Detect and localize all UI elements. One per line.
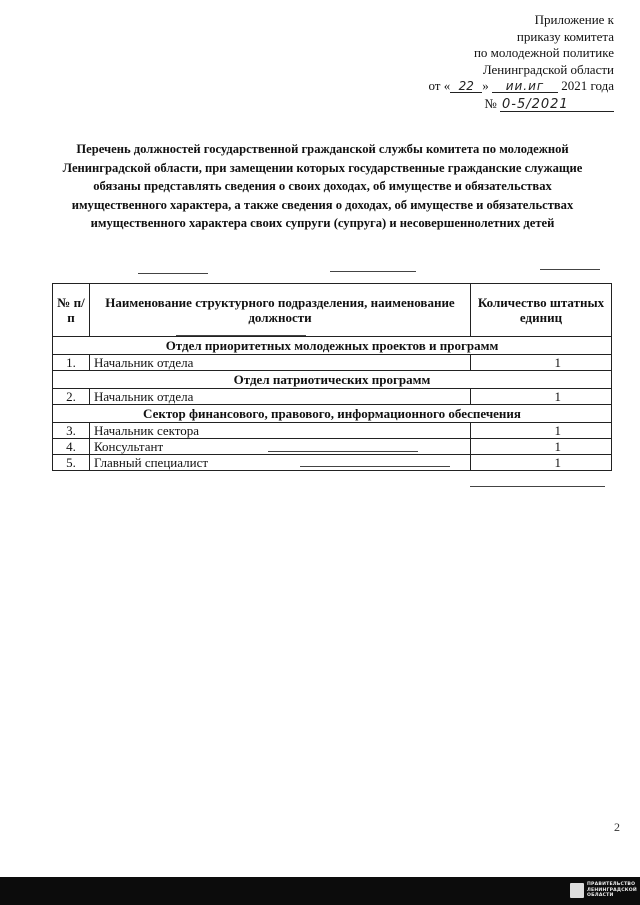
- appendix-line: Ленинградской области: [482, 61, 614, 77]
- scan-footer-bar: [0, 877, 640, 905]
- column-header-count: Количество штатных единиц: [471, 284, 612, 337]
- row-number: 4.: [53, 439, 90, 455]
- table-row: [53, 423, 612, 439]
- positions-table: [52, 283, 612, 471]
- scan-artifact-line: [138, 273, 208, 274]
- logo-text-line: ПРАВИТЕЛЬСТВО: [587, 882, 636, 887]
- coat-of-arms-icon: [570, 883, 584, 898]
- column-header-number: № п/п: [53, 284, 90, 337]
- scan-artifact-line: [300, 466, 450, 467]
- row-position: Начальник сектора: [90, 423, 471, 439]
- row-count: 1: [471, 455, 612, 471]
- appendix-line: приказу комитета: [516, 28, 614, 44]
- section-row: [53, 337, 612, 355]
- appendix-line: Приложение к: [534, 12, 614, 27]
- government-logo: [570, 881, 637, 901]
- row-number: 2.: [53, 389, 90, 405]
- logo-text: [587, 882, 637, 899]
- section-title: Сектор финансового, правового, информационного обеспечения: [53, 405, 612, 423]
- row-position: Начальник отдела: [90, 355, 471, 371]
- document-title: Перечень должностей государственной гражданской службы комитета по молодежной Ленинградской области, при замещении которых государственные гражданские служащие обязаны представлять сведения о своих доходах, об имуществе и обязательствах имущественного характера, а также сведения о доходах, об имуществе и обязательствах имущественного характера своих супруги (супруга) и несовершеннолетних детей: [62, 142, 583, 230]
- section-title: Отдел приоритетных молодежных проектов и программ: [53, 337, 612, 355]
- logo-text-line: ОБЛАСТИ: [587, 893, 614, 899]
- section-row: [53, 405, 612, 423]
- order-number: [374, 96, 614, 113]
- row-position: Консультант: [90, 439, 471, 455]
- row-position: Главный специалист: [90, 455, 471, 471]
- scan-artifact-line: [470, 486, 605, 487]
- row-number: 1.: [53, 355, 90, 371]
- logo-text-line: ЛЕНИНГРАДСКОЙ: [587, 887, 637, 893]
- row-count: 1: [471, 439, 612, 455]
- table-row: [53, 355, 612, 371]
- row-count: 1: [471, 355, 612, 371]
- row-number: 5.: [53, 455, 90, 471]
- scan-artifact-line: [330, 271, 416, 272]
- row-number: 3.: [53, 423, 90, 439]
- table-row: [53, 439, 612, 455]
- table-row: [53, 455, 612, 471]
- scan-artifact-line: [540, 269, 600, 270]
- scan-artifact-line: [268, 451, 418, 452]
- date-suffix: 2021 года: [561, 78, 614, 93]
- row-position: Начальник отдела: [90, 389, 471, 405]
- scan-artifact-line: [176, 335, 306, 336]
- column-header-name: Наименование структурного подразделения, наименование должности: [90, 284, 471, 337]
- handwritten-month: ии.иг: [492, 80, 558, 93]
- appendix-line: по молодежной политике: [473, 45, 614, 60]
- row-count: 1: [471, 423, 612, 439]
- row-count: 1: [471, 389, 612, 405]
- table-row: [53, 389, 612, 405]
- page-number: 2: [614, 820, 620, 834]
- section-row: [53, 371, 612, 389]
- handwritten-number: 0-5/2021: [500, 99, 614, 112]
- handwritten-day: 22: [450, 80, 482, 93]
- section-title: Отдел патриотических программ: [53, 371, 612, 389]
- table-header-row: [53, 284, 612, 337]
- date-mid: »: [482, 78, 489, 93]
- appendix-header: [374, 12, 614, 112]
- order-date: [374, 78, 614, 95]
- number-prefix: №: [484, 95, 497, 111]
- date-prefix: от «: [428, 78, 451, 93]
